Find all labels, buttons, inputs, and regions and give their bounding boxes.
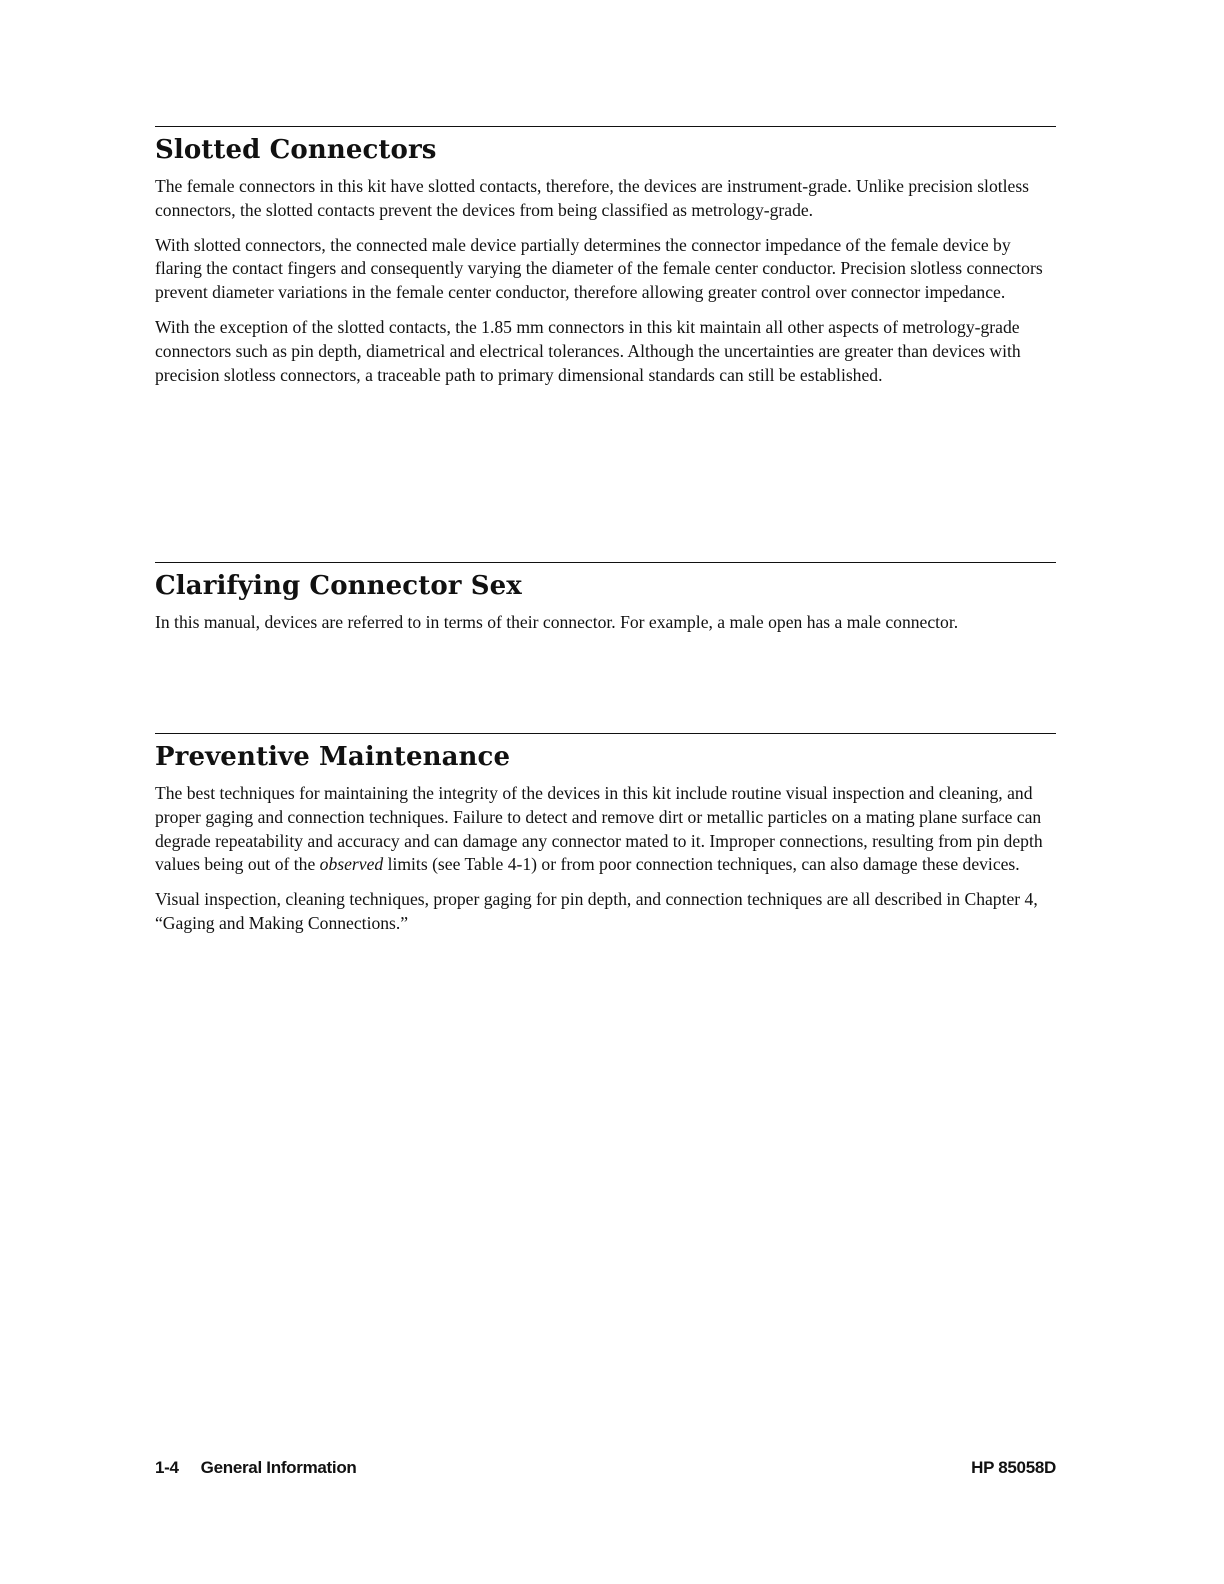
section-preventive-maintenance <box>155 733 1056 947</box>
chapter-title: General Information <box>200 1458 357 1477</box>
page-footer <box>155 1458 1056 1482</box>
paragraph <box>155 782 1056 877</box>
paragraph: In this manual, devices are referred to in terms of their connector. For example, a male open has a male connector. <box>155 612 959 632</box>
paragraph: With the exception of the slotted contacts, the 1.85 mm connectors in this kit maintain all other aspects of metrology-grade connectors such as pin depth, diametrical and electrical tolerances. Although the uncertainties are greater than devices with precision slotless connectors, a traceable path to primary dimensional standards can still be established. <box>155 316 1021 385</box>
section-heading: Clarifying Connector Sex <box>155 571 522 601</box>
section-heading: Slotted Connectors <box>155 135 437 165</box>
paragraph: The female connectors in this kit have slotted contacts, therefore, the devices are instrument-grade. Unlike precision slotless connectors, the slotted contacts prevent the devices from being classified as metrology-grade. <box>155 176 1030 220</box>
paragraph-text: limits (see Table 4-1) or from poor connection techniques, can also damage these devices. <box>383 854 1020 875</box>
section-rule <box>155 733 1056 734</box>
section-clarifying-connector-sex <box>155 562 1056 646</box>
footer-left <box>155 1458 357 1478</box>
paragraph-text: The best techniques for maintaining the integrity of the devices in this kit include routine visual inspection and cleaning, and proper gaging and connection techniques. Failure to detect and remove dirt or metallic particles on a mating plane surface can degrade repeatability and accuracy and can damage any connector mated to it. Improper connections, resulting from pin depth values being out of the <box>155 783 1043 875</box>
product-name: HP 85058D <box>971 1458 1056 1477</box>
section-rule <box>155 126 1056 127</box>
paragraph: Visual inspection, cleaning techniques, proper gaging for pin depth, and connection techniques are all described in Chapter 4, “Gaging and Making Connections.” <box>155 889 1038 933</box>
emphasis-text: observed <box>319 854 384 875</box>
page-number: 1-4 <box>155 1458 179 1477</box>
section-heading: Preventive Maintenance <box>155 742 511 772</box>
section-slotted-connectors <box>155 126 1056 398</box>
section-rule <box>155 562 1056 563</box>
paragraph: With slotted connectors, the connected male device partially determines the connector impedance of the female device by flaring the contact fingers and consequently varying the diameter of the female center conductor. Precision slotless connectors prevent diameter variations in the female center conductor, therefore allowing greater control over connector impedance. <box>155 234 1043 303</box>
document-page <box>155 0 1056 1584</box>
